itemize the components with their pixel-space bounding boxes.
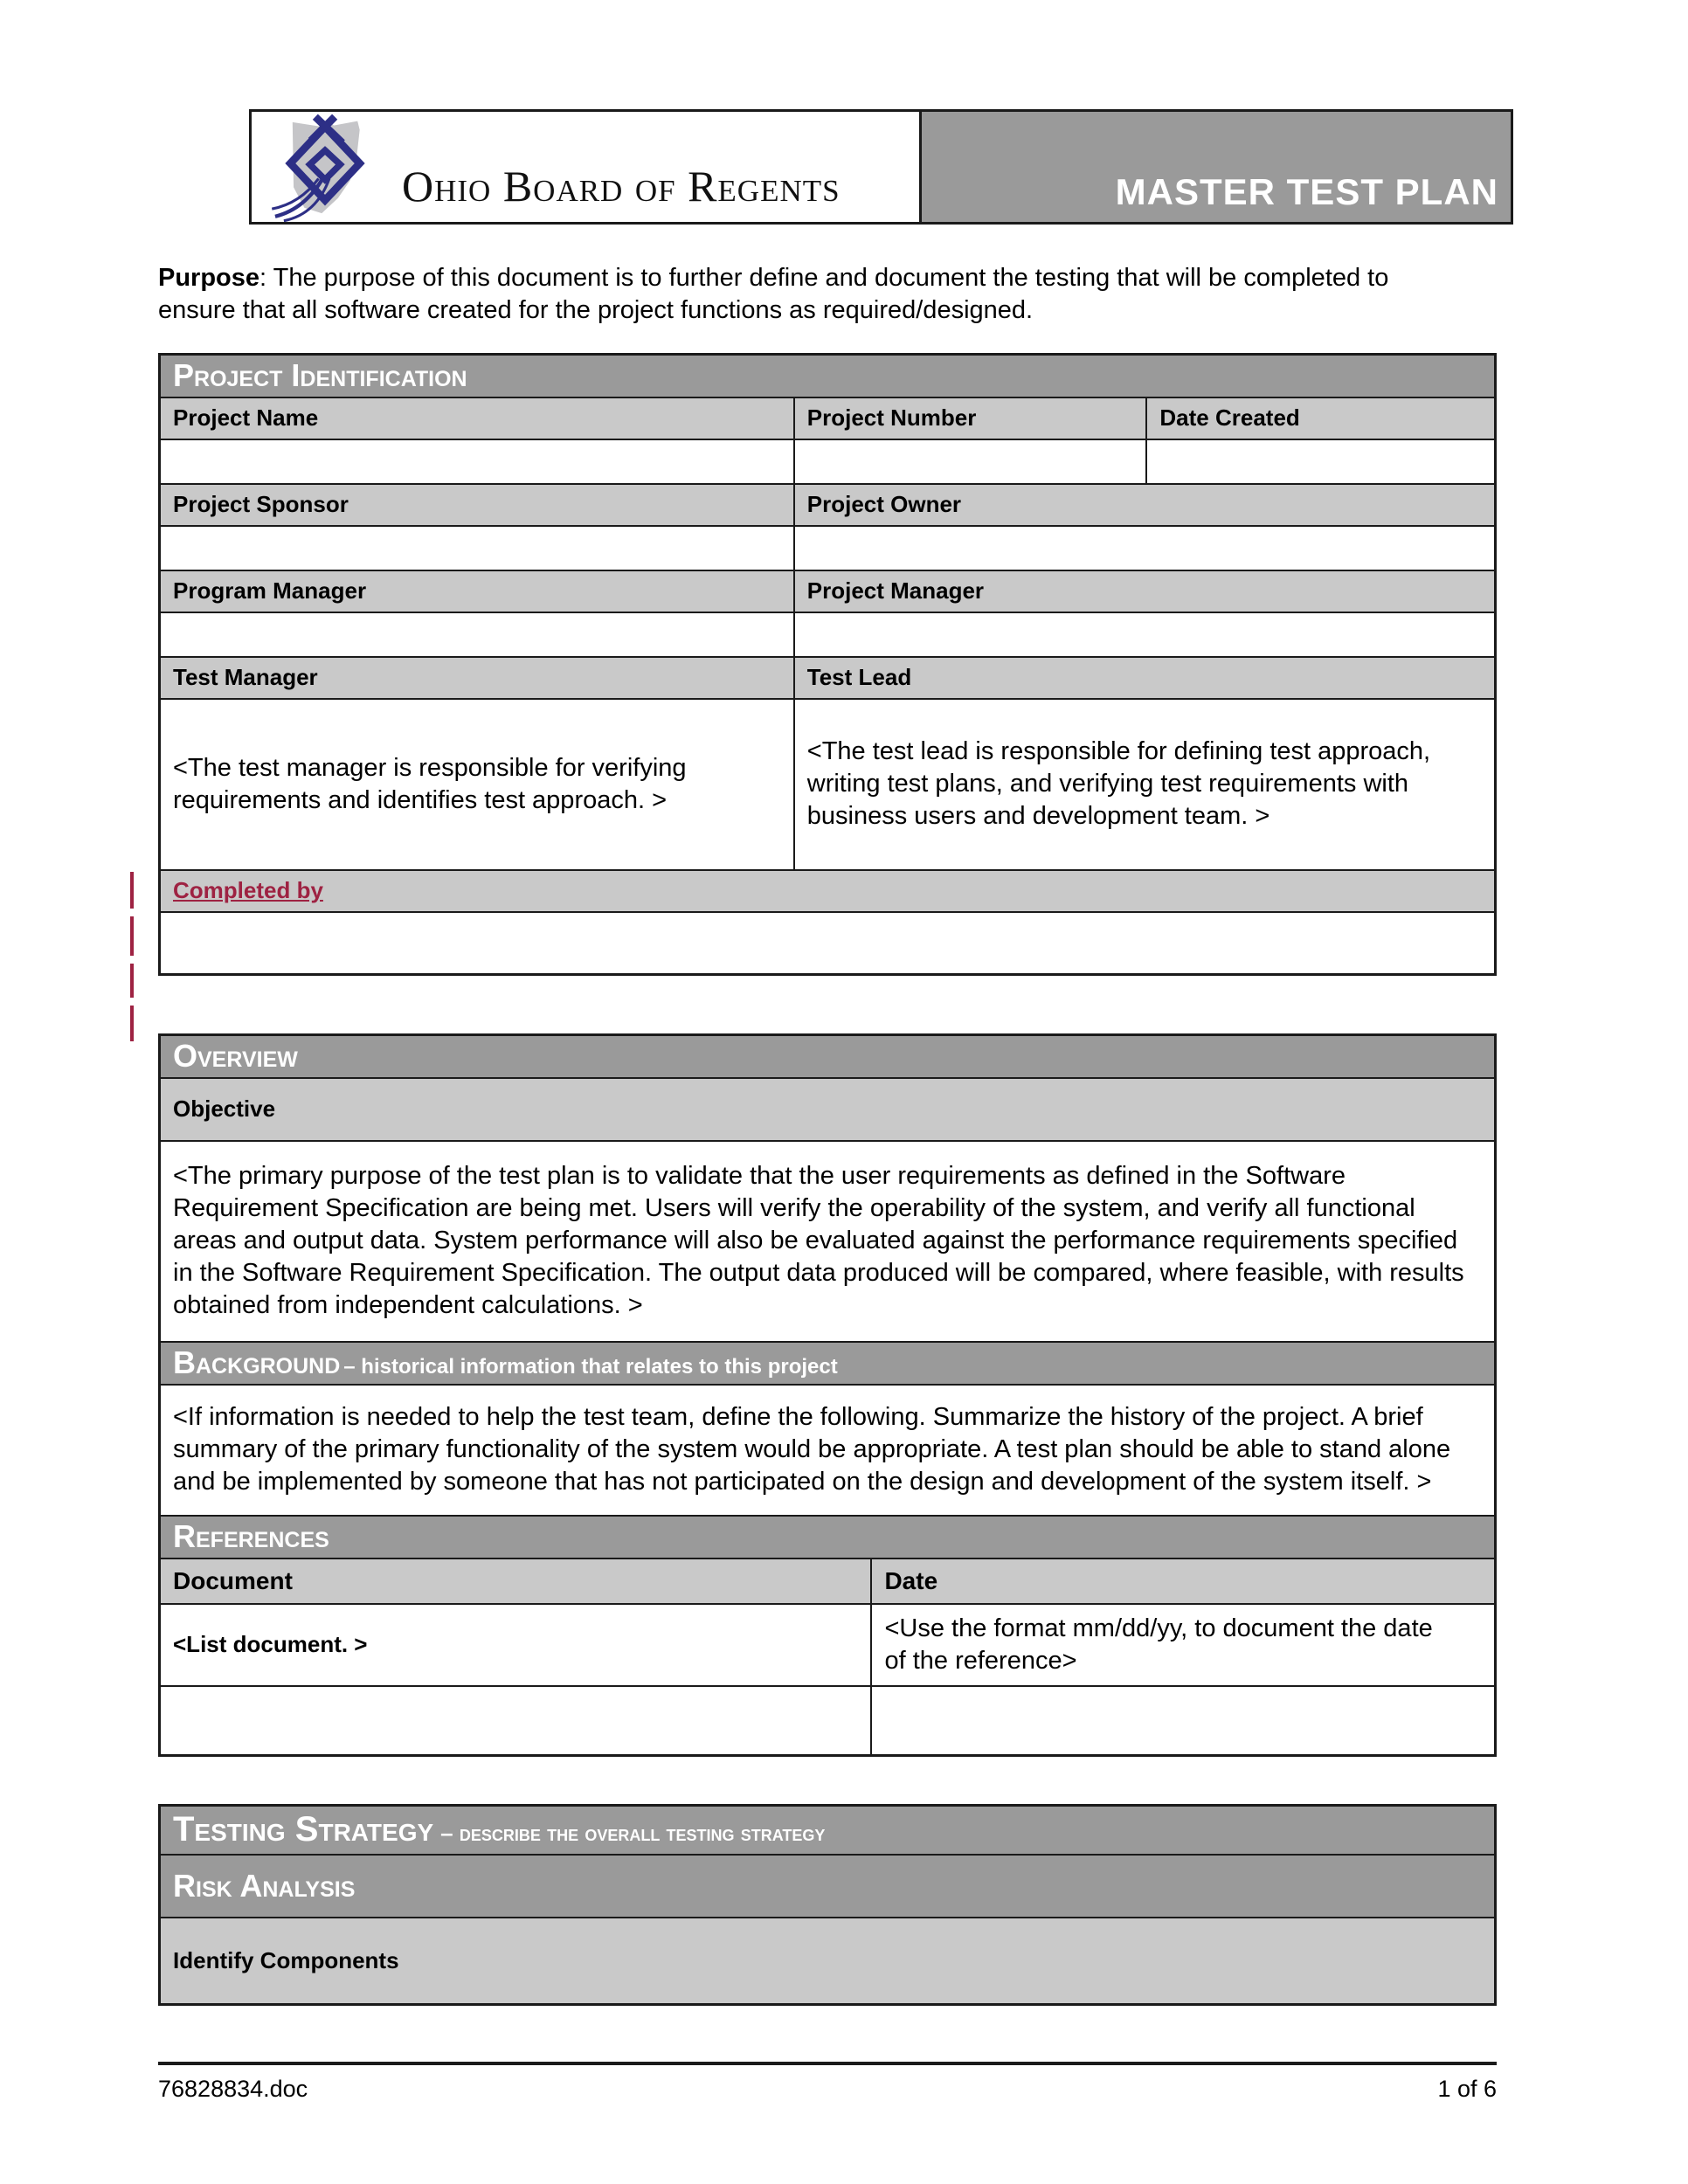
section-header-testing-strategy bbox=[160, 1806, 1496, 1855]
references-data-row bbox=[160, 1604, 1496, 1686]
change-bar bbox=[130, 964, 134, 998]
project-identification-table bbox=[158, 353, 1497, 976]
pi-value-row-3 bbox=[160, 612, 1496, 657]
section-header-project-identification bbox=[160, 355, 1496, 397]
completed-by-row bbox=[160, 870, 1496, 912]
pi-label-row-2 bbox=[160, 484, 1496, 526]
completed-by-value-row bbox=[160, 912, 1496, 975]
label-project-name: Project Name bbox=[160, 397, 794, 439]
label-document: Document bbox=[160, 1559, 872, 1604]
label-project-owner: Project Owner bbox=[794, 484, 1496, 526]
doc-title: MASTER TEST PLAN bbox=[1115, 171, 1498, 212]
org-name: Ohio Board of Regents bbox=[402, 162, 841, 211]
header bbox=[249, 109, 1513, 225]
change-bar bbox=[130, 1006, 134, 1041]
testing-strategy-subtitle: – describe the overall testing strategy bbox=[440, 1820, 826, 1847]
field-reference-document[interactable] bbox=[160, 1686, 872, 1756]
overview-table bbox=[158, 1033, 1497, 1757]
label-project-number: Project Number bbox=[794, 397, 1147, 439]
background-text: <If information is needed to help the test team, define the following. Summarize the history of the project. A brief summary of the primary functionality of the system would be appropriate. A test plan should be able to stand alone and be implemented by someone that has not participated on the design and development of the system itself. > bbox=[160, 1385, 1496, 1516]
risk-analysis-title: Risk Analysis bbox=[160, 1855, 1496, 1918]
label-objective: Objective bbox=[160, 1078, 1496, 1141]
pi-value-row-2 bbox=[160, 526, 1496, 570]
section-header-overview bbox=[160, 1035, 1496, 1078]
page-footer bbox=[158, 2062, 1497, 2103]
field-program-manager[interactable] bbox=[160, 612, 794, 657]
completed-by-label: Completed by bbox=[173, 877, 323, 903]
label-test-manager: Test Manager bbox=[160, 657, 794, 699]
background-title: Background bbox=[173, 1344, 341, 1380]
objective-text-row bbox=[160, 1141, 1496, 1342]
footer-divider bbox=[158, 2062, 1497, 2065]
footer-page-number: 1 of 6 bbox=[1437, 2076, 1497, 2102]
pi-label-row-4 bbox=[160, 657, 1496, 699]
field-completed-by[interactable] bbox=[160, 912, 1496, 975]
identify-components-row bbox=[160, 1918, 1496, 2005]
doc-title-box bbox=[919, 112, 1511, 222]
field-project-number[interactable] bbox=[794, 439, 1147, 484]
section-header-risk-analysis bbox=[160, 1855, 1496, 1918]
label-project-sponsor: Project Sponsor bbox=[160, 484, 794, 526]
field-project-sponsor[interactable] bbox=[160, 526, 794, 570]
pi-description-row bbox=[160, 699, 1496, 870]
label-test-lead: Test Lead bbox=[794, 657, 1496, 699]
change-bar bbox=[130, 916, 134, 956]
background-subtitle: – historical information that relates to this project bbox=[343, 1355, 838, 1379]
field-reference-date[interactable] bbox=[871, 1686, 1495, 1756]
ohio-board-of-regents-logo bbox=[259, 114, 391, 222]
label-program-manager: Program Manager bbox=[160, 570, 794, 612]
test-lead-description: <The test lead is responsible for defining test approach, writing test plans, and verifying test requirements with business users and development team. > bbox=[794, 699, 1496, 870]
background-text-row bbox=[160, 1385, 1496, 1516]
field-project-owner[interactable] bbox=[794, 526, 1496, 570]
testing-strategy-table bbox=[158, 1804, 1497, 2006]
label-project-manager: Project Manager bbox=[794, 570, 1496, 612]
purpose-text: : The purpose of this document is to further define and document the testing that will be completed to ensure that all software created for the project functions as required/designed. bbox=[158, 264, 1389, 324]
testing-strategy-title: Testing Strategy bbox=[173, 1810, 434, 1849]
section-header-references bbox=[160, 1516, 1496, 1559]
field-date-created[interactable] bbox=[1146, 439, 1495, 484]
label-identify-components: Identify Components bbox=[160, 1918, 1496, 2005]
label-date-created: Date Created bbox=[1146, 397, 1495, 439]
section-title: Overview bbox=[160, 1035, 1496, 1078]
section-header-background bbox=[160, 1342, 1496, 1385]
pi-value-row-1 bbox=[160, 439, 1496, 484]
reference-date-cell: <Use the format mm/dd/yy, to document the date of the reference> bbox=[871, 1604, 1495, 1686]
pi-label-row-3 bbox=[160, 570, 1496, 612]
purpose-label: Purpose bbox=[158, 264, 260, 292]
references-empty-row bbox=[160, 1686, 1496, 1756]
section-title: Project Identification bbox=[160, 355, 1496, 397]
references-header-row bbox=[160, 1559, 1496, 1604]
references-title: References bbox=[160, 1516, 1496, 1559]
footer-filename: 76828834.doc bbox=[158, 2076, 308, 2102]
field-project-name[interactable] bbox=[160, 439, 794, 484]
change-bar bbox=[130, 872, 134, 909]
test-manager-description: <The test manager is responsible for verifying requirements and identifies test approach. > bbox=[160, 699, 794, 870]
pi-label-row-1 bbox=[160, 397, 1496, 439]
objective-label-row bbox=[160, 1078, 1496, 1141]
revision-change-bars bbox=[130, 872, 134, 1049]
label-date: Date bbox=[871, 1559, 1495, 1604]
objective-text: <The primary purpose of the test plan is to validate that the user requirements as defined in the Software Requirement Specification are being met. Users will verify the operability of the system, and verify all functional areas and output data. System performance will also be evaluated against the performance requirements specified in the Software Requirement Specification. The output data produced will be compared, where feasible, with results obtained from independent calculations. > bbox=[160, 1141, 1496, 1342]
reference-document-cell: <List document. > bbox=[160, 1604, 872, 1686]
purpose-paragraph bbox=[158, 262, 1434, 327]
field-project-manager[interactable] bbox=[794, 612, 1496, 657]
header-brand bbox=[252, 112, 919, 222]
